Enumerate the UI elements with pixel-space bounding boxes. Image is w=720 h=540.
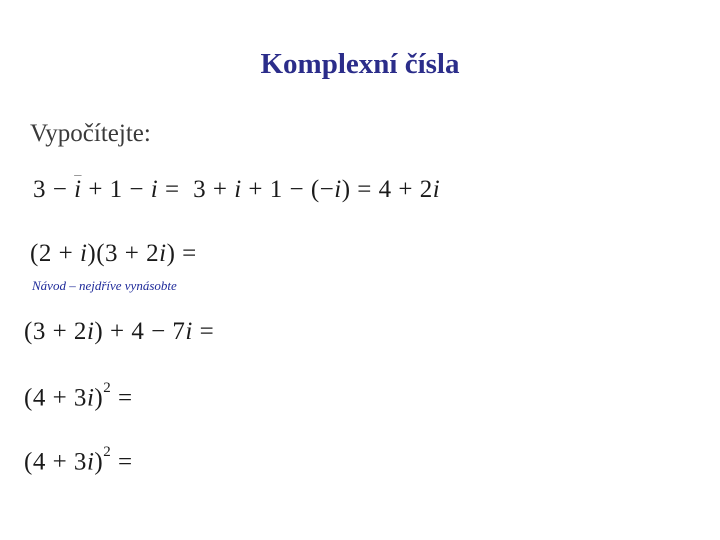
equation-1-lhs: $3 - \overline{i} + 1 - i$ = <box>33 176 180 203</box>
equation-4: $(4 + 3i)^2$ = <box>24 380 133 412</box>
instruction-label: Vypočítejte: <box>30 120 151 147</box>
slide-title: Komplexní čísla <box>260 48 460 80</box>
equation-5: $(4 + 3i)^2$ = <box>24 444 133 476</box>
equation-1-rhs: 3 + i + 1 − (−i) = 4 + 2i <box>186 176 441 203</box>
equation-2: (2 + i)(3 + 2i) = <box>30 240 197 267</box>
equation-3: (3 + 2i) + 4 − 7i = <box>24 318 215 345</box>
equation-1 <box>33 176 440 204</box>
hint-text: Návod – nejdříve vynásobte <box>32 278 177 293</box>
